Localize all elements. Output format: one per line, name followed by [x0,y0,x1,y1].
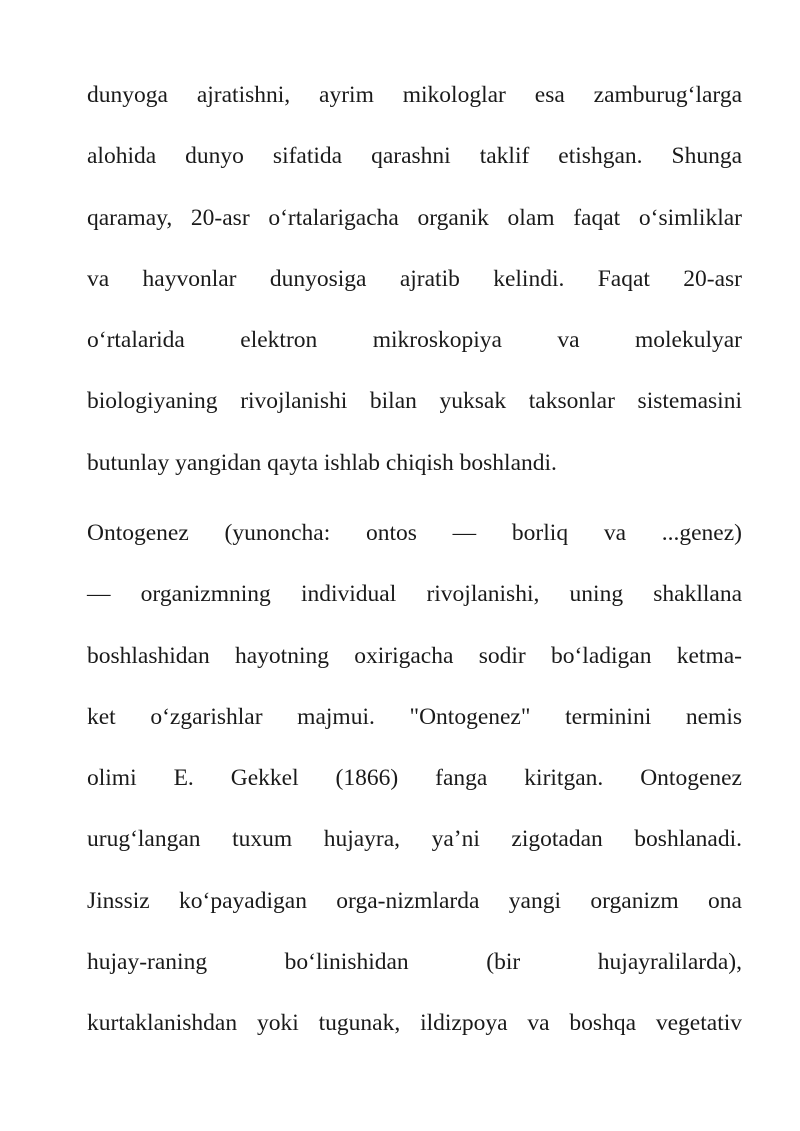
text-line: olimi E. Gekkel (1866) fanga kiritgan. Ontogenez [87,765,742,792]
text-line: ket o‘zgarishlar majmui. "Ontogenez" terminini nemis [87,703,742,730]
text-line: qaramay, 20-asr o‘rtalarigacha organik olam faqat o‘simliklar [87,204,742,231]
text-line: va hayvonlar dunyosiga ajratib kelindi. Faqat 20-asr [87,265,742,292]
text-line: urug‘langan tuxum hujayra, ya’ni zigotadan boshlanadi. [87,826,742,853]
text-line: kurtaklanishdan yoki tugunak, ildizpoya va boshqa vegetativ [87,1010,742,1037]
text-line: Ontogenez (yunoncha: ontos — borliq va ...genez) [87,520,742,546]
text-line: Jinssiz ko‘payadigan orga-nizmlarda yangi organizm ona [87,887,742,914]
text-line: alohida dunyo sifatida qarashni taklif etishgan. Shunga [87,143,742,170]
paragraph-ontogenez [87,503,742,1055]
text-line: hujay-raning bo‘linishidan (bir hujayralilarda), [87,949,742,976]
text-line: boshlashidan hayotning oxirigacha sodir bo‘ladigan ketma- [87,642,742,669]
text-line: biologiyaning rivojlanishi bilan yuksak taksonlar sistemasini [87,388,742,415]
text-line: — organizmning individual rivojlanishi, uning shakllana [87,581,742,608]
text-line: dunyoga ajratishni, ayrim mikologlar esa zamburug‘larga [87,82,742,108]
text-line: o‘rtalarida elektron mikroskopiya va molekulyar [87,327,742,354]
text-line: butunlay yangidan qayta ishlab chiqish boshlandi. [87,449,557,476]
paragraph-taxonomy [87,65,742,494]
